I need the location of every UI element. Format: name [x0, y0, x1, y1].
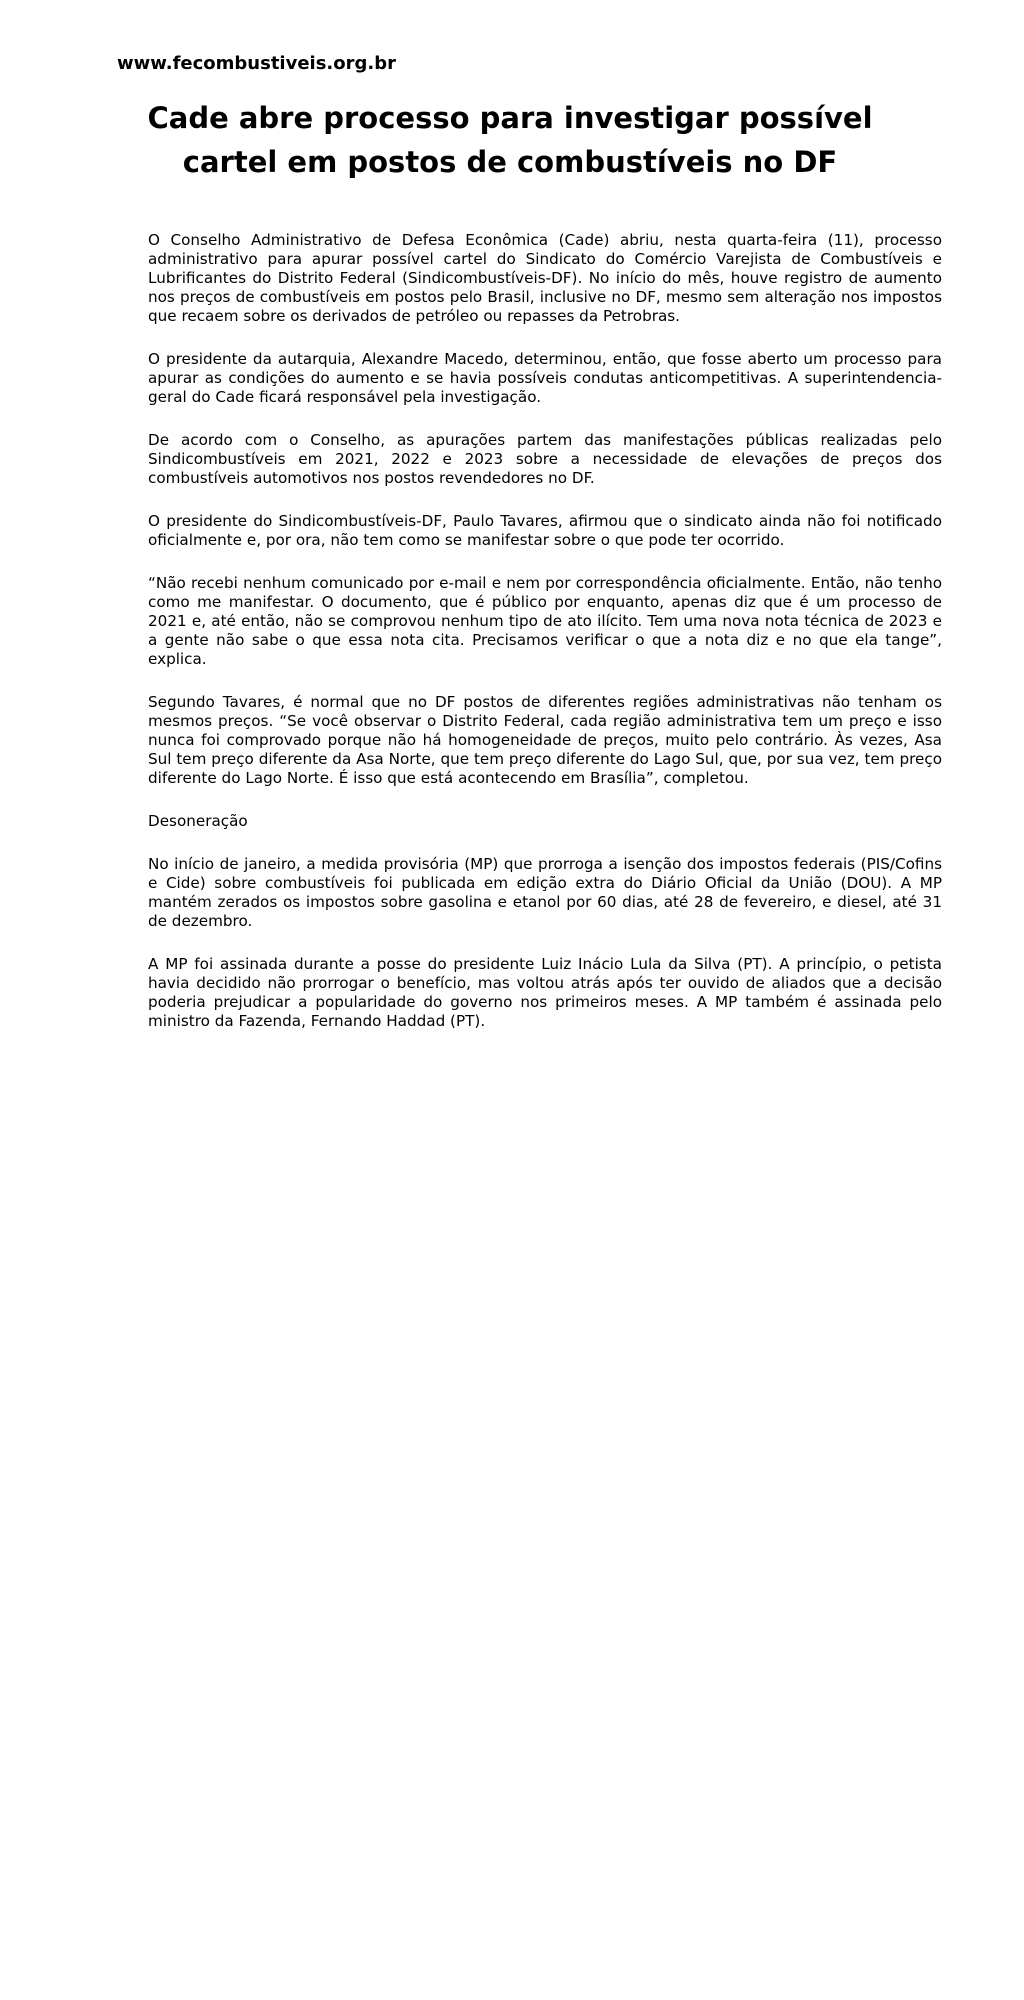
paragraph-union-response: O presidente do Sindicombustíveis-DF, Paulo Tavares, afirmou que o sindicato ainda não foi notificado oficialmente e, por ora, não tem como se manifestar sobre o que pode ter ocorrido.: [148, 512, 942, 549]
paragraph-mp-extension: No início de janeiro, a medida provisória (MP) que prorroga a isenção dos impostos federais (PIS/Cofins e Cide) sobre combustíveis foi publicada em edição extra do Diário Oficial da União (DOU). A MP mantém zerados os impostos sobre gasolina e etanol por 60 dias, até 28 de fevereiro, e diesel, até 31 de dezembro.: [148, 855, 942, 930]
section-heading-desoneracao: Desoneração: [148, 812, 248, 830]
paragraph-quote: “Não recebi nenhum comunicado por e-mail e nem por correspondência oficialmente. Então, não tenho como me manifestar. O documento, que é público por enquanto, apenas diz que é um processo de 2021 e, até então, não se comprovou nenhum tipo de ato ilícito. Tem uma nova nota técnica de 2023 e a gente não sabe o que essa nota cita. Precisamos verificar o que a nota diz e no que ela tange”, explica.: [148, 574, 942, 668]
paragraph-mp-signature: A MP foi assinada durante a posse do presidente Luiz Inácio Lula da Silva (PT). A princípio, o petista havia decidido não prorrogar o benefício, mas voltou atrás após ter ouvido de aliados que a decisão poderia prejudicar a popularidade do governo nos primeiros meses. A MP também é assinada pelo ministro da Fazenda, Fernando Haddad (PT).: [148, 955, 942, 1030]
paragraph-investigation-basis: De acordo com o Conselho, as apurações partem das manifestações públicas realizadas pelo Sindicombustíveis em 2021, 2022 e 2023 sobre a necessidade de elevações de preços dos combustíveis automotivos nos postos revendedores no DF.: [148, 431, 942, 487]
site-url: www.fecombustiveis.org.br: [117, 53, 396, 74]
paragraph-regional-prices: Segundo Tavares, é normal que no DF postos de diferentes regiões administrativas não tenham os mesmos preços. “Se você observar o Distrito Federal, cada região administrativa tem um preço e isso nunca foi comprovado porque não há homogeneidade de preços, muito pelo contrário. Às vezes, Asa Sul tem preço diferente da Asa Norte, que tem preço diferente do Lago Sul, que, por sua vez, tem preço diferente do Lago Norte. É isso que está acontecendo em Brasília”, completou.: [148, 693, 942, 787]
article-body: [148, 231, 942, 1055]
paragraph-cade-president: O presidente da autarquia, Alexandre Macedo, determinou, então, que fosse aberto um processo para apurar as condições do aumento e se havia possíveis condutas anticompetitivas. A superintendencia-geral do Cade ficará responsável pela investigação.: [148, 350, 942, 406]
paragraph-intro: O Conselho Administrativo de Defesa Econômica (Cade) abriu, nesta quarta-feira (11), processo administrativo para apurar possível cartel do Sindicato do Comércio Varejista de Combustíveis e Lubrificantes do Distrito Federal (Sindicombustíveis-DF). No início do mês, houve registro de aumento nos preços de combustíveis em postos pelo Brasil, inclusive no DF, mesmo sem alteração nos impostos que recaem sobre os derivados de petróleo ou repasses da Petrobras.: [148, 231, 942, 325]
article-title: Cade abre processo para investigar possível cartel em postos de combustíveis no DF: [147, 101, 873, 179]
